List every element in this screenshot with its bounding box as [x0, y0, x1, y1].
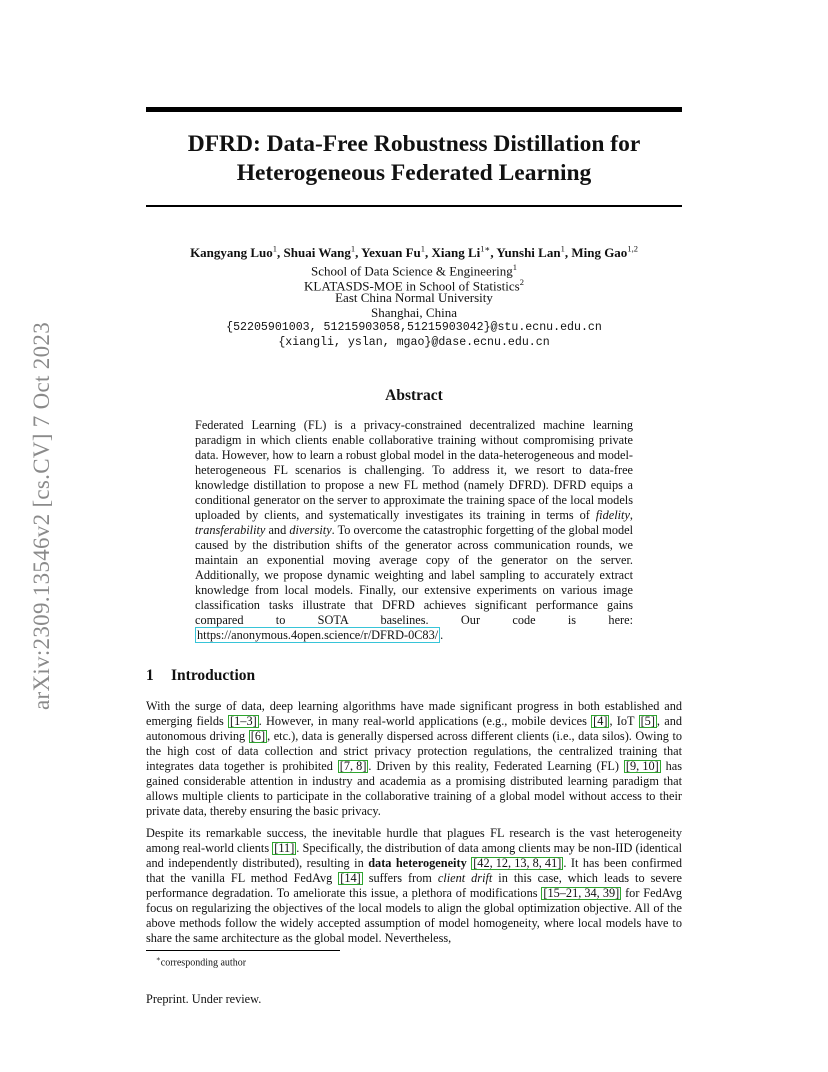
abstract-emphasis: fidelity — [595, 508, 630, 522]
intro-text: , and autonomous driving — [146, 714, 683, 743]
intro-text: , IoT — [609, 714, 639, 728]
author-name: Shuai Wang — [283, 245, 351, 261]
intro-text: . Driven by this reality, Federated Learning (FL) — [368, 759, 624, 773]
abstract-separator: and — [265, 523, 290, 537]
abstract-separator: , — [629, 508, 633, 522]
citation-link[interactable]: [9, 10] — [625, 759, 659, 773]
abstract-text: Federated Learning (FL) is a privacy-constrained decentralized machine learning paradigm in which clients enable collaborative training without compromising private data. However, how to learn a robust global model in the data-heterogeneous and model-heterogeneous FL scenarios is challenging. To address it, we resort to data-free knowledge distillation to propose a new FL method (namely DFRD). DFRD equips a conditional generator on the server to approximate the training space of the local models uploaded by clients, and systematically investigates its training in terms of — [195, 418, 633, 522]
footnote — [156, 955, 246, 968]
abstract-emphasis: transferability — [195, 523, 266, 537]
author-sup: 1 — [560, 244, 565, 254]
author-sup: 1,2 — [627, 244, 638, 254]
affiliation-university: East China Normal University — [335, 290, 493, 305]
arxiv-identifier: arXiv:2309.13546v2 [cs.CV] 7 Oct 2023 — [29, 322, 54, 710]
section-title: Introduction — [171, 667, 256, 684]
abstract-body — [195, 418, 633, 643]
intro-text: suffers from — [362, 871, 438, 885]
intro-text: in this case, which leads to severe performance degradation. To ameliorate this issue, a plethora of modifications — [146, 871, 683, 900]
preprint-notice: Preprint. Under review. — [146, 992, 262, 1006]
citation-link[interactable]: [4] — [593, 714, 608, 728]
intro-bold-term: data heterogeneity — [368, 856, 467, 870]
intro-text: has gained considerable attention in industry and academia as a promising distributed learning paradigm that allows multiple clients to participate in the collaborative training of a global model without access to their private data, thereby ensuring the basic privacy. — [146, 759, 683, 818]
author-name: Xiang Li — [431, 245, 481, 261]
title-top-rule — [146, 107, 682, 112]
intro-paragraph-1 — [146, 699, 682, 819]
footnote-rule — [146, 950, 340, 951]
author-sup: 1 — [420, 244, 426, 254]
citation-link[interactable]: [7, 8] — [339, 759, 367, 773]
abstract-heading: Abstract — [385, 387, 443, 404]
footnote-text: corresponding author — [160, 957, 247, 969]
author-name: Yexuan Fu — [361, 245, 421, 261]
citation-link[interactable]: [42, 12, 13, 8, 41] — [473, 856, 562, 870]
intro-text: . However, in many real-world applications (e.g., mobile devices — [258, 714, 592, 728]
author-sup: 1 — [350, 244, 356, 254]
abstract-emphasis: diversity — [289, 523, 332, 537]
affiliation-lab-text: KLATASDS-MOE in School of Statistics — [304, 278, 520, 294]
author-emails-2: {xiangli, yslan, mgao}@dase.ecnu.edu.cn — [278, 336, 550, 349]
affiliation-school-text: School of Data Science & Engineering — [310, 263, 513, 279]
intro-text: for FedAvg focus on regularizing the objectives of the local models to align the global optimization objective. All of the above methods follow the widely accepted assumption of model homogeneity, where local models have to share the same architecture as the global model. Nevertheless, — [146, 886, 682, 945]
abstract-text: . To overcome the catastrophic forgetting of the global model caused by the distribution shifts of the generator across communication rounds, we maintain an exponential moving average copy of the generator on the server. Additionally, we propose dynamic weighting and label sampling to accurately extract knowledge from local models. Finally, our extensive experiments on various image classification tasks illustrate that DFRD achieves significant performance gains compared to SOTA baselines. Our code is here: — [195, 523, 633, 627]
author-name: Ming Gao — [571, 245, 628, 261]
section-number: 1 — [146, 667, 154, 684]
citation-link[interactable]: [14] — [340, 871, 361, 885]
author-name: Yunshi Lan — [496, 245, 561, 261]
intro-text: , etc.), data is generally dispersed across different clients (i.e., data silos). Owing to the high cost of data collection and strict privacy protection regulations, the centralized training that integrates data together is prohibited — [146, 729, 683, 773]
author-sup: 1 — [272, 244, 278, 254]
abstract-end: . — [440, 628, 444, 642]
intro-text: . It has been confirmed that the vanilla FL method FedAvg — [146, 856, 682, 885]
citation-link[interactable]: [11] — [274, 841, 295, 855]
citation-link[interactable]: [5] — [640, 714, 655, 728]
author-emails-1: {52205901003, 51215903058,51215903042}@stu.ecnu.edu.cn — [226, 321, 602, 334]
intro-text: With the surge of data, deep learning algorithms have made significant progress in both established and emerging fields — [146, 699, 682, 728]
affiliation-lab-sup: 2 — [519, 277, 524, 287]
affiliation-school-sup: 1 — [512, 262, 518, 272]
author-name: Kangyang Luo — [190, 245, 273, 261]
code-link[interactable]: https://anonymous.4open.science/r/DFRD-0C83/ — [197, 628, 439, 642]
author-sup: 1∗ — [480, 244, 491, 254]
citation-link[interactable]: [15–21, 34, 39] — [543, 886, 620, 900]
author-list: Kangyang Luo$^1$, Shuai Wang$^1$, Yexuan Fu$^1$, Xiang $Li^{1∗}$, Yunshi Lan$^1$, Ming Gao$^{1,2}$ — [190, 244, 638, 261]
title-line-1: DFRD: Data-Free Robustness Distillation for — [187, 131, 641, 157]
citation-link[interactable]: [6] — [250, 729, 266, 743]
title-bottom-rule — [146, 205, 682, 207]
intro-paragraph-2 — [146, 826, 682, 946]
footnote-mark: ∗ — [156, 955, 161, 963]
title-line-2: Heterogeneous Federated Learning — [236, 160, 592, 186]
section-heading — [146, 667, 255, 685]
intro-emphasis: client drift — [437, 871, 493, 885]
citation-link[interactable]: [1–3] — [230, 714, 257, 728]
paper-title — [146, 130, 682, 188]
intro-text: Despite its remarkable success, the inevitable hurdle that plagues FL research is the vast heterogeneity among real-world clients — [146, 826, 682, 855]
intro-text: . Specifically, the distribution of data among clients may be non-IID (identical and independently distributed), resulting in — [146, 841, 682, 870]
affiliation-city: Shanghai, China — [371, 305, 457, 320]
